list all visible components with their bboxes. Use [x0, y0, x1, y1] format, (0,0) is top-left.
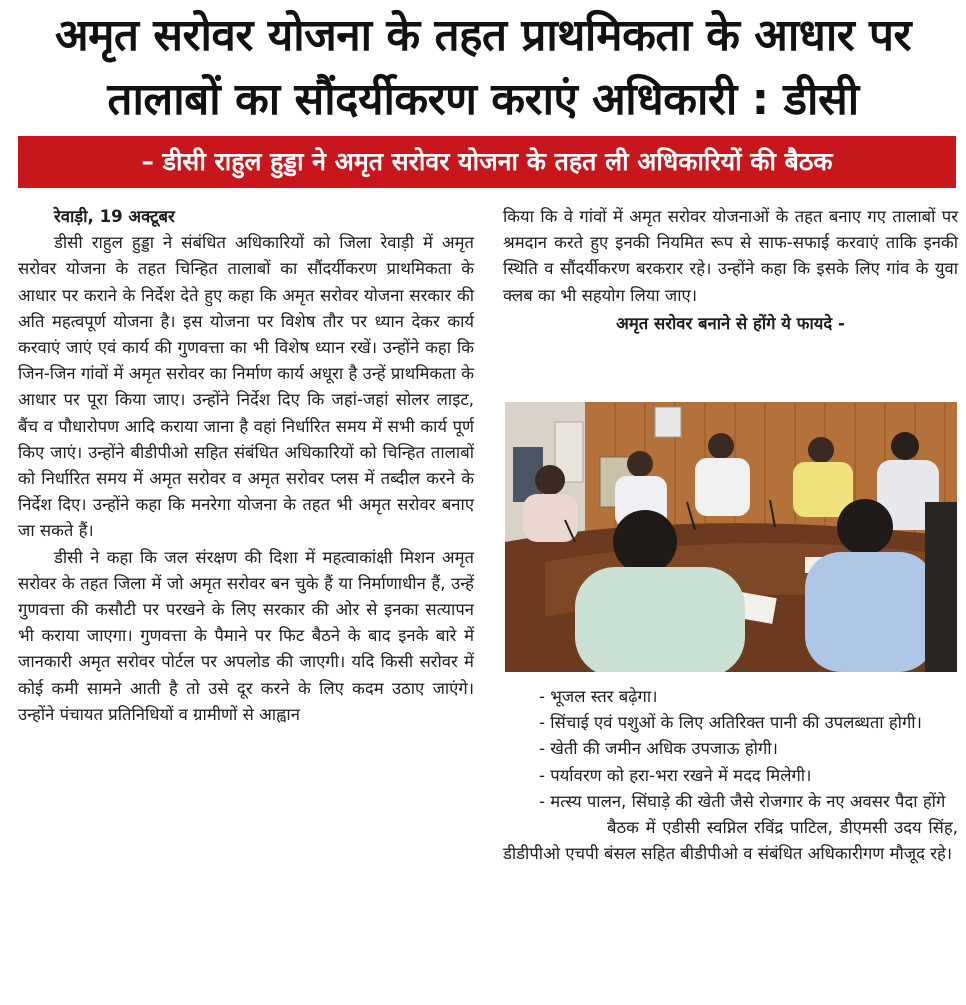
subheadline-banner — [18, 136, 956, 188]
meeting-photo — [505, 402, 957, 672]
article-paragraph-3: किया कि वे गांवों में अमृत सरोवर योजनाओं के तहत बनाए गए तालाबों पर श्रमदान करते हुए इनकी नियमित रूप से साफ-सफाई करवाएं ताकि इनकी स्थिति व सौंदर्यीकरण बरकरार रहे। उन्होंने कहा कि इसके लिए गांव के युवा क्लब का भी सहयोग लिया जाए। — [503, 207, 958, 305]
article-paragraph-2: डीसी ने कहा कि जल संरक्षण की दिशा में महत्वाकांक्षी मिशन अमृत सरोवर के तहत जिला में जो अमृत सरोवर बन चुके हैं या निर्माणाधीन हैं, उन्हें गुणवत्ता की कसौटी पर परखने के लिए सरकार की ओर से इनका सत्यापन भी कराया जाएगा। गुणवत्ता के पैमाने पर फिट बैठने के बाद इनके बारे में जानकारी अमृत सरोवर पोर्टल पर अपलोड की जाएगी। यदि किसी सरोवर में कोई कमी सामने आती है तो उसे दूर करने के लिए कदम उठाए जाएंगे। उन्होंने पंचायत प्रतिनिधियों व ग्रामीणों से आह्वान — [18, 547, 474, 724]
benefit-item: - मत्स्य पालन, सिंघाड़े की खेती जैसे रोजगार के नए अवसर पैदा होंगे — [539, 791, 946, 811]
benefits-subhead: अमृत सरोवर बनाने से होंगे ये फायदे - — [616, 313, 845, 333]
meeting-photo-illustration — [505, 402, 957, 672]
benefit-item: - भूजल स्तर बढ़ेगा। — [539, 687, 658, 706]
article-column-right-bottom — [503, 684, 958, 867]
headline — [10, 4, 956, 132]
headline-line-2: तालाबों का सौंदर्यीकरण कराएं अधिकारी : डीसी — [107, 74, 859, 125]
benefit-item: - सिंचाई एवं पशुओं के लिए अतिरिक्त पानी की उपलब्धता होगी। — [539, 713, 922, 733]
dateline: रेवाड़ी, 19 अक्टूबर — [54, 207, 175, 226]
article-column-left — [18, 204, 474, 728]
closing-paragraph: बैठक में एडीसी स्वप्निल रविंद्र पाटिल, डीएमसी उदय सिंह, डीडीपीओ एचपी बंसल सहित बीडीपीओ व संबंधित अधिकारीगण मौजूद रहे। — [503, 818, 958, 864]
benefit-item: - पर्यावरण को हरा-भरा रखने में मदद मिलेगी। — [539, 765, 812, 785]
subheadline-text: – डीसी राहुल हुड्डा ने अमृत सरोवर योजना के तहत ली अधिकारियों की बैठक — [141, 147, 833, 176]
benefit-item: - खेती की जमीन अधिक उपजाऊ होगी। — [539, 739, 778, 759]
article-paragraph-1: डीसी राहुल हुड्डा ने संबंधित अधिकारियों को जिला रेवाड़ी में अमृत सरोवर योजना के तहत चिन्हित तालाबों का सौंदर्यीकरण प्राथमिकता के आधार पर कराने के निर्देश देते हुए कहा कि अमृत सरोवर योजना सरकार की अति महत्वपूर्ण योजना है। इस योजना पर विशेष तौर पर ध्यान देकर कार्य करवाएं जाएं एवं कार्य की गुणवत्ता का भी विशेष ध्यान रखें। उन्होंने कहा कि जिन-जिन गांवों में अमृत सरोवर का निर्माण कार्य अधूरा है उन्हें प्राथमिकता के आधार पर पूरा किया जाए। उन्होंने निर्देश दिए कि जहां-जहां सोलर लाइट, बैंच व पौधारोपण आदि कराया जाना है वहां निर्धारित समय में सभी कार्य पूर्ण किए जाएं। उन्होंने बीडीपीओ सहित संबंधित अधिकारियों को चिन्हित तालाबों को निर्धारित समय में अमृत सरोवर व अमृत सरोवर प्लस में तब्दील करने के निर्देश दिए। उन्होंने कहा कि मनरेगा योजना के तहत भी अमृत सरोवर बनाए जा सकते हैं। — [18, 233, 474, 541]
headline-line-1: अमृत सरोवर योजना के तहत प्राथमिकता के आधार पर — [54, 10, 912, 61]
article-column-right-top — [503, 204, 958, 337]
